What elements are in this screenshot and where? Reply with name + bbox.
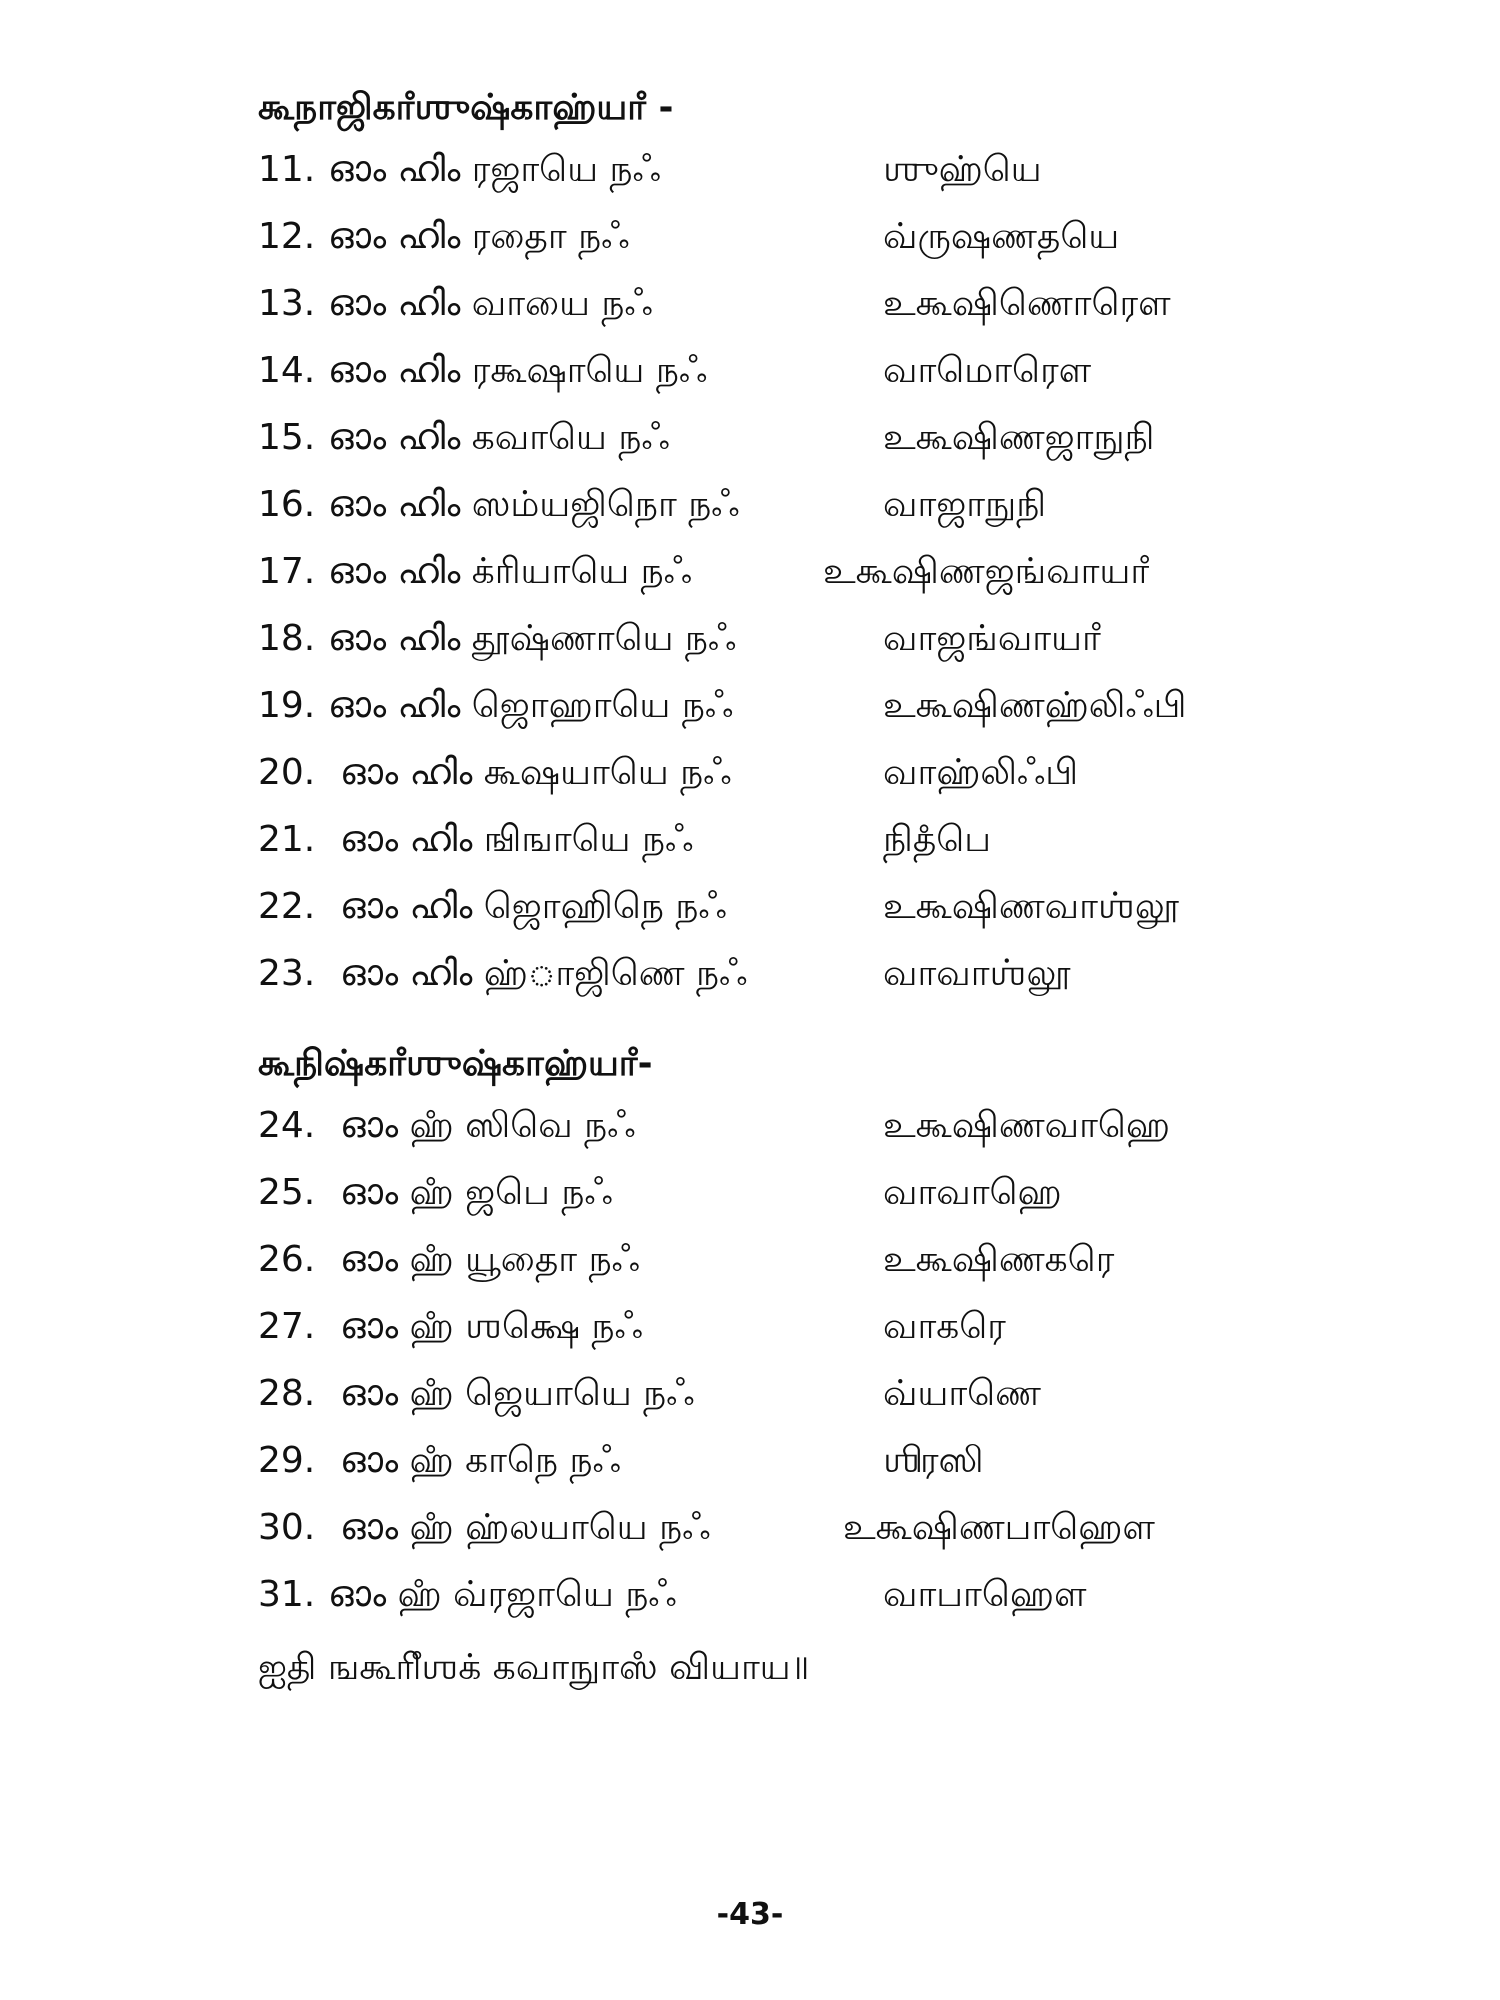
item-number: 20. [258, 752, 316, 793]
item-number: 15. [258, 417, 316, 458]
list-item [258, 611, 1258, 667]
item-placement: வாவாஹெ [883, 1172, 1062, 1213]
list-item [258, 142, 1258, 198]
item-number: 29. [258, 1440, 316, 1481]
item-mantra: ഓം ഹിം தூஷ்ணாயெ நஃ [328, 618, 737, 659]
list-item [258, 410, 1258, 466]
item-number: 14. [258, 350, 316, 391]
item-number: 27. [258, 1306, 316, 1347]
item-mantra: ഓം ഹിം ஸம்யஜிநொ நஃ [328, 484, 740, 525]
item-placement: வாமொரௌ [883, 350, 1092, 391]
item-placement: வாஜாநுநி [883, 484, 1047, 525]
item-number: 19. [258, 685, 316, 726]
item-placement: உகூஷிணஜங்வாயாஂ [823, 551, 1150, 592]
item-mantra: ഓം ஹஂ ஜபெ நஃ [340, 1172, 613, 1213]
item-mantra: ഓം ഹിം ஜொஹாயெ நஃ [328, 685, 734, 726]
item-placement: உகூஷிணவாஶ்லூ [883, 886, 1179, 927]
item-number: 23. [258, 953, 316, 994]
list-item [258, 946, 1258, 1002]
section-heading-1: கூநாஜிகாஂஶுஷ்காஹ்யாஂ - [258, 87, 674, 128]
item-number: 21. [258, 819, 316, 860]
section-heading-2: கூநிஷ்காஂஶுஷ்காஹ்யாஂ- [258, 1043, 653, 1084]
item-mantra: ഓം ഹിം வாயை நஃ [328, 283, 653, 324]
item-number: 17. [258, 551, 316, 592]
item-placement: உகூஷிணஹ்லிஃபி [883, 685, 1187, 726]
list-item [258, 678, 1258, 734]
list-item [258, 209, 1258, 265]
item-placement: வாபாஹௌ [883, 1574, 1087, 1615]
item-number: 12. [258, 216, 316, 257]
list-item [258, 1500, 1258, 1556]
item-mantra: ഓം ഹിം கூஷயாயெ நஃ [340, 752, 732, 793]
item-number: 24. [258, 1105, 316, 1146]
item-number: 13. [258, 283, 316, 324]
page-number: -43- [716, 1897, 784, 1932]
item-mantra: ഓം ഹിം ஜொஹிநெ நஃ [340, 886, 727, 927]
item-number: 11. [258, 149, 316, 190]
list-item [258, 812, 1258, 868]
list-item [258, 1299, 1258, 1355]
item-placement: ஶுஹ்யெ [883, 149, 1042, 190]
list-item [258, 879, 1258, 935]
list-item [258, 276, 1258, 332]
item-number: 26. [258, 1239, 316, 1280]
list-item [258, 477, 1258, 533]
item-mantra: ഓം ഹിം ஙிஙாயெ நஃ [340, 819, 694, 860]
list-item [258, 1366, 1258, 1422]
list-item [258, 1567, 1258, 1623]
item-mantra: ഓം ஹஂ ஹ்லயாயெ நஃ [340, 1507, 711, 1548]
list-item [258, 1165, 1258, 1221]
item-number: 25. [258, 1172, 316, 1213]
item-mantra: ഓം ஹஂ யூதைா நஃ [340, 1239, 640, 1280]
item-number: 28. [258, 1373, 316, 1414]
item-placement: உகூஷிணவாஹெ [883, 1105, 1171, 1146]
item-placement: உகூஷிணொரௌ [883, 283, 1171, 324]
item-placement: வாஜங்வாயாஂ [883, 618, 1101, 659]
item-mantra: ഓം ஹஂ ஸிவெ நஃ [340, 1105, 636, 1146]
item-mantra: ഓം ഹിം க்ரியாயெ நஃ [328, 551, 693, 592]
item-mantra: ഓം ഹിം ரதைா நஃ [328, 216, 630, 257]
list-item [258, 1098, 1258, 1154]
list-item [258, 745, 1258, 801]
item-mantra: ഓം ஹஂ ஶக்ஷெ நஃ [340, 1306, 643, 1347]
closing-line: ஐதி ஙகூரிஂஶக் கவாநுாஸஂ வியாய॥ [258, 1647, 810, 1688]
list-item [258, 343, 1258, 399]
item-placement: வ்ருஷணதயெ [883, 216, 1120, 257]
item-mantra: ഓം ഹിം ரகூஷாயெ நஃ [328, 350, 708, 391]
item-mantra: ഓം ഹിം ஹ்ாஜிணெ நஃ [340, 953, 748, 994]
item-placement: வ்யாணெ [883, 1373, 1041, 1414]
item-mantra: ഓം ഹിം கவாயெ நஃ [328, 417, 670, 458]
list-item [258, 544, 1258, 600]
item-number: 31. [258, 1574, 316, 1615]
item-number: 18. [258, 618, 316, 659]
item-placement: வாகரெ [883, 1306, 1006, 1347]
item-mantra: ഓം ஹஂ காநெ நஃ [340, 1440, 621, 1481]
item-placement: வாஹ்லிஃபி [883, 752, 1079, 793]
item-number: 30. [258, 1507, 316, 1548]
item-number: 16. [258, 484, 316, 525]
item-placement: ஶிரஸி [883, 1440, 984, 1481]
item-placement: உகூஷிணகரெ [883, 1239, 1115, 1280]
item-number: 22. [258, 886, 316, 927]
list-item [258, 1433, 1258, 1489]
list-item [258, 1232, 1258, 1288]
item-placement: நிதஂபெ [883, 819, 992, 860]
item-placement: உகூஷிணபாஹௌ [843, 1507, 1155, 1548]
item-mantra: ഓം ഹിം ரஜாயெ நஃ [328, 149, 661, 190]
item-placement: உகூஷிணஜாநுநி [883, 417, 1155, 458]
item-placement: வாவாஶ்லூ [883, 953, 1071, 994]
item-mantra: ഓം ஹஂ வ்ரஜாயெ நஃ [328, 1574, 677, 1615]
item-mantra: ഓം ஹஂ ஜெயாயெ நஃ [340, 1373, 695, 1414]
